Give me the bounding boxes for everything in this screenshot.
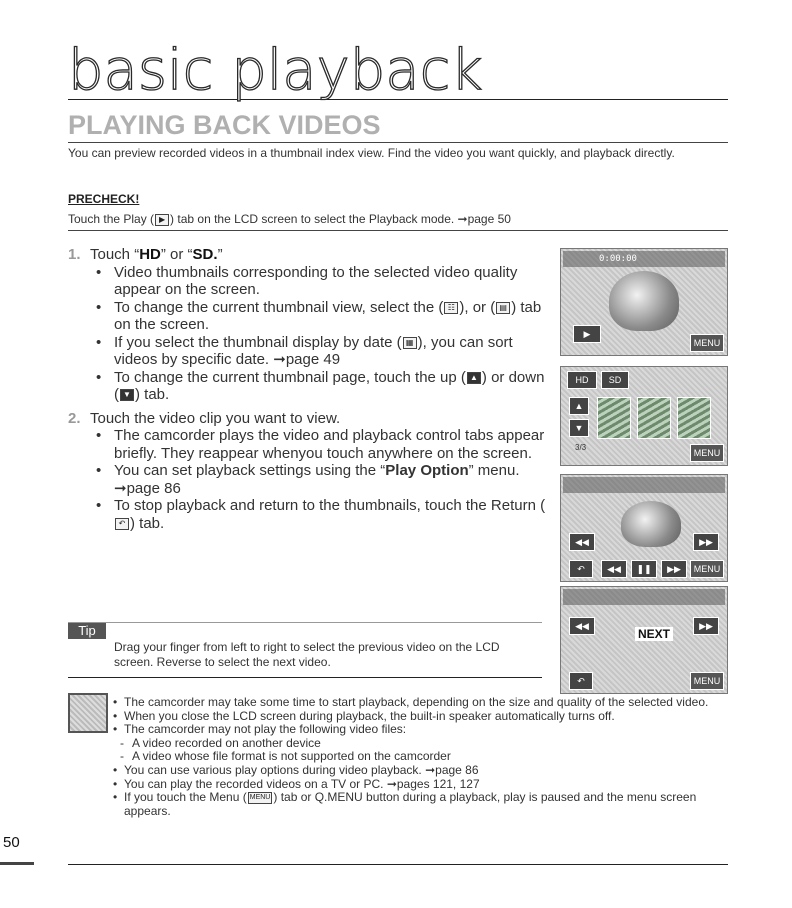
return-icon: ↶ bbox=[115, 518, 129, 530]
lcd-hud bbox=[563, 477, 725, 493]
intro-text: You can preview recorded videos in a thumbnail index view. Find the video you want quickly, and playback directly. bbox=[68, 146, 675, 160]
lcd-sd-tab: SD bbox=[601, 371, 629, 389]
down-icon: ▼ bbox=[120, 389, 134, 401]
lcd-forward-tab: ▶▶ bbox=[693, 533, 719, 551]
thumbnail-view-icon: ☷ bbox=[444, 302, 458, 314]
list-item: • To change the current thumbnail page, touch the up ( ▲ ) or down ( ▼ ) tab. bbox=[92, 369, 548, 404]
steps-list bbox=[68, 246, 548, 538]
list-item: • If you touch the Menu ( MENU ) tab or Q.MENU button during a playback, play is paused and the menu screen appears. bbox=[110, 791, 730, 818]
step-2-bullets bbox=[92, 427, 548, 532]
step-2: 2. Touch the video clip you want to view. bbox=[68, 409, 341, 427]
step-number: 2. bbox=[68, 409, 81, 427]
list-item: • The camcorder may not play the following video files: bbox=[110, 723, 730, 737]
lcd-hud: 0:00:00 bbox=[563, 251, 725, 267]
lcd-down-tab: ▼ bbox=[569, 419, 589, 437]
chapter-title: basic playback bbox=[68, 42, 728, 100]
lcd-play-tab: ▶ bbox=[573, 325, 601, 343]
step-1-bullets bbox=[92, 264, 548, 404]
lcd-return-tab: ↶ bbox=[569, 672, 593, 690]
lcd-counter: 3/3 bbox=[575, 443, 587, 452]
menu-icon: MENU bbox=[248, 792, 273, 804]
play-icon: ▶ bbox=[155, 214, 169, 226]
lcd-screen-thumbnails bbox=[560, 366, 728, 466]
lcd-forward-tab: ▶▶ bbox=[693, 617, 719, 635]
tip-text: Drag your finger from left to right to select the previous video on the LCD screen. Reverse to select the next video. bbox=[114, 640, 500, 669]
precheck-label: PRECHECK! bbox=[68, 192, 140, 206]
up-icon: ▲ bbox=[467, 372, 481, 384]
lcd-screen-next bbox=[560, 586, 728, 694]
video-thumbnail bbox=[637, 397, 671, 439]
lcd-screen-playback-select bbox=[560, 248, 728, 356]
page-number: 50 bbox=[3, 834, 20, 851]
page-edge-marker bbox=[0, 862, 34, 865]
date-view-icon: ▦ bbox=[403, 337, 417, 349]
list-item: • To stop playback and return to the thumbnails, touch the Return (↶ ) tab. bbox=[92, 497, 548, 532]
lcd-forward-small-tab: ▶▶ bbox=[661, 560, 687, 578]
list-item: • You can use various play options during video playback. ➞page 86 bbox=[110, 764, 730, 778]
list-item: • Video thumbnails corresponding to the selected video quality appear on the screen. bbox=[92, 264, 548, 299]
lcd-hud bbox=[563, 589, 725, 605]
notes-list bbox=[110, 696, 730, 818]
lcd-rewind-tab: ◀◀ bbox=[569, 617, 595, 635]
video-thumbnail bbox=[677, 397, 711, 439]
lcd-up-tab: ▲ bbox=[569, 397, 589, 415]
lcd-return-tab: ↶ bbox=[569, 560, 593, 578]
tip-box bbox=[68, 622, 542, 678]
list-item: • If you select the thumbnail display by date ( ▦ ), you can sort videos by specific date. ➞page 49 bbox=[92, 334, 548, 369]
list-item: • You can play the recorded videos on a TV or PC. ➞pages 121, 127 bbox=[110, 778, 730, 792]
list-subitem: - A video whose file format is not supported on the camcorder bbox=[110, 750, 730, 764]
list-item: • The camcorder may take some time to start playback, depending on the size and quality of the selected video. bbox=[110, 696, 730, 710]
lcd-menu-tab: MENU bbox=[690, 444, 724, 462]
lcd-menu-tab: MENU bbox=[690, 672, 724, 690]
list-item: • When you close the LCD screen during playback, the built-in speaker automatically turns off. bbox=[110, 710, 730, 724]
video-still bbox=[609, 271, 679, 331]
lcd-pause-tab: ❚❚ bbox=[631, 560, 657, 578]
next-label: NEXT bbox=[635, 627, 673, 641]
list-item: • To change the current thumbnail view, select the ( ☷ ), or ( ▤ ) tab on the screen. bbox=[92, 299, 548, 334]
lcd-rewind-small-tab: ◀◀ bbox=[601, 560, 627, 578]
video-still bbox=[621, 501, 681, 547]
section-title: PLAYING BACK VIDEOS bbox=[68, 110, 728, 143]
lcd-menu-tab: MENU bbox=[690, 334, 724, 352]
video-thumbnail bbox=[597, 397, 631, 439]
step-number: 1. bbox=[68, 246, 81, 263]
list-item: • You can set playback settings using the “Play Option” menu. ➞page 86 bbox=[92, 462, 548, 497]
lcd-hd-tab: HD bbox=[567, 371, 597, 389]
tip-label: Tip bbox=[68, 623, 106, 639]
list-item: • The camcorder plays the video and playback control tabs appear briefly. They reappear whenyou touch anywhere on the screen. bbox=[92, 427, 548, 462]
lcd-rewind-tab: ◀◀ bbox=[569, 533, 595, 551]
step-1: 1. Touch “HD” or “SD.” bbox=[68, 246, 223, 263]
footer-rule bbox=[68, 864, 728, 865]
note-icon bbox=[68, 693, 108, 733]
lcd-screen-playing bbox=[560, 474, 728, 582]
lcd-menu-tab: MENU bbox=[690, 560, 724, 578]
list-subitem: - A video recorded on another device bbox=[110, 737, 730, 751]
precheck-text: Touch the Play ( ▶ ) tab on the LCD screen to select the Playback mode. ➞page 50 bbox=[68, 211, 728, 231]
single-view-icon: ▤ bbox=[496, 302, 510, 314]
